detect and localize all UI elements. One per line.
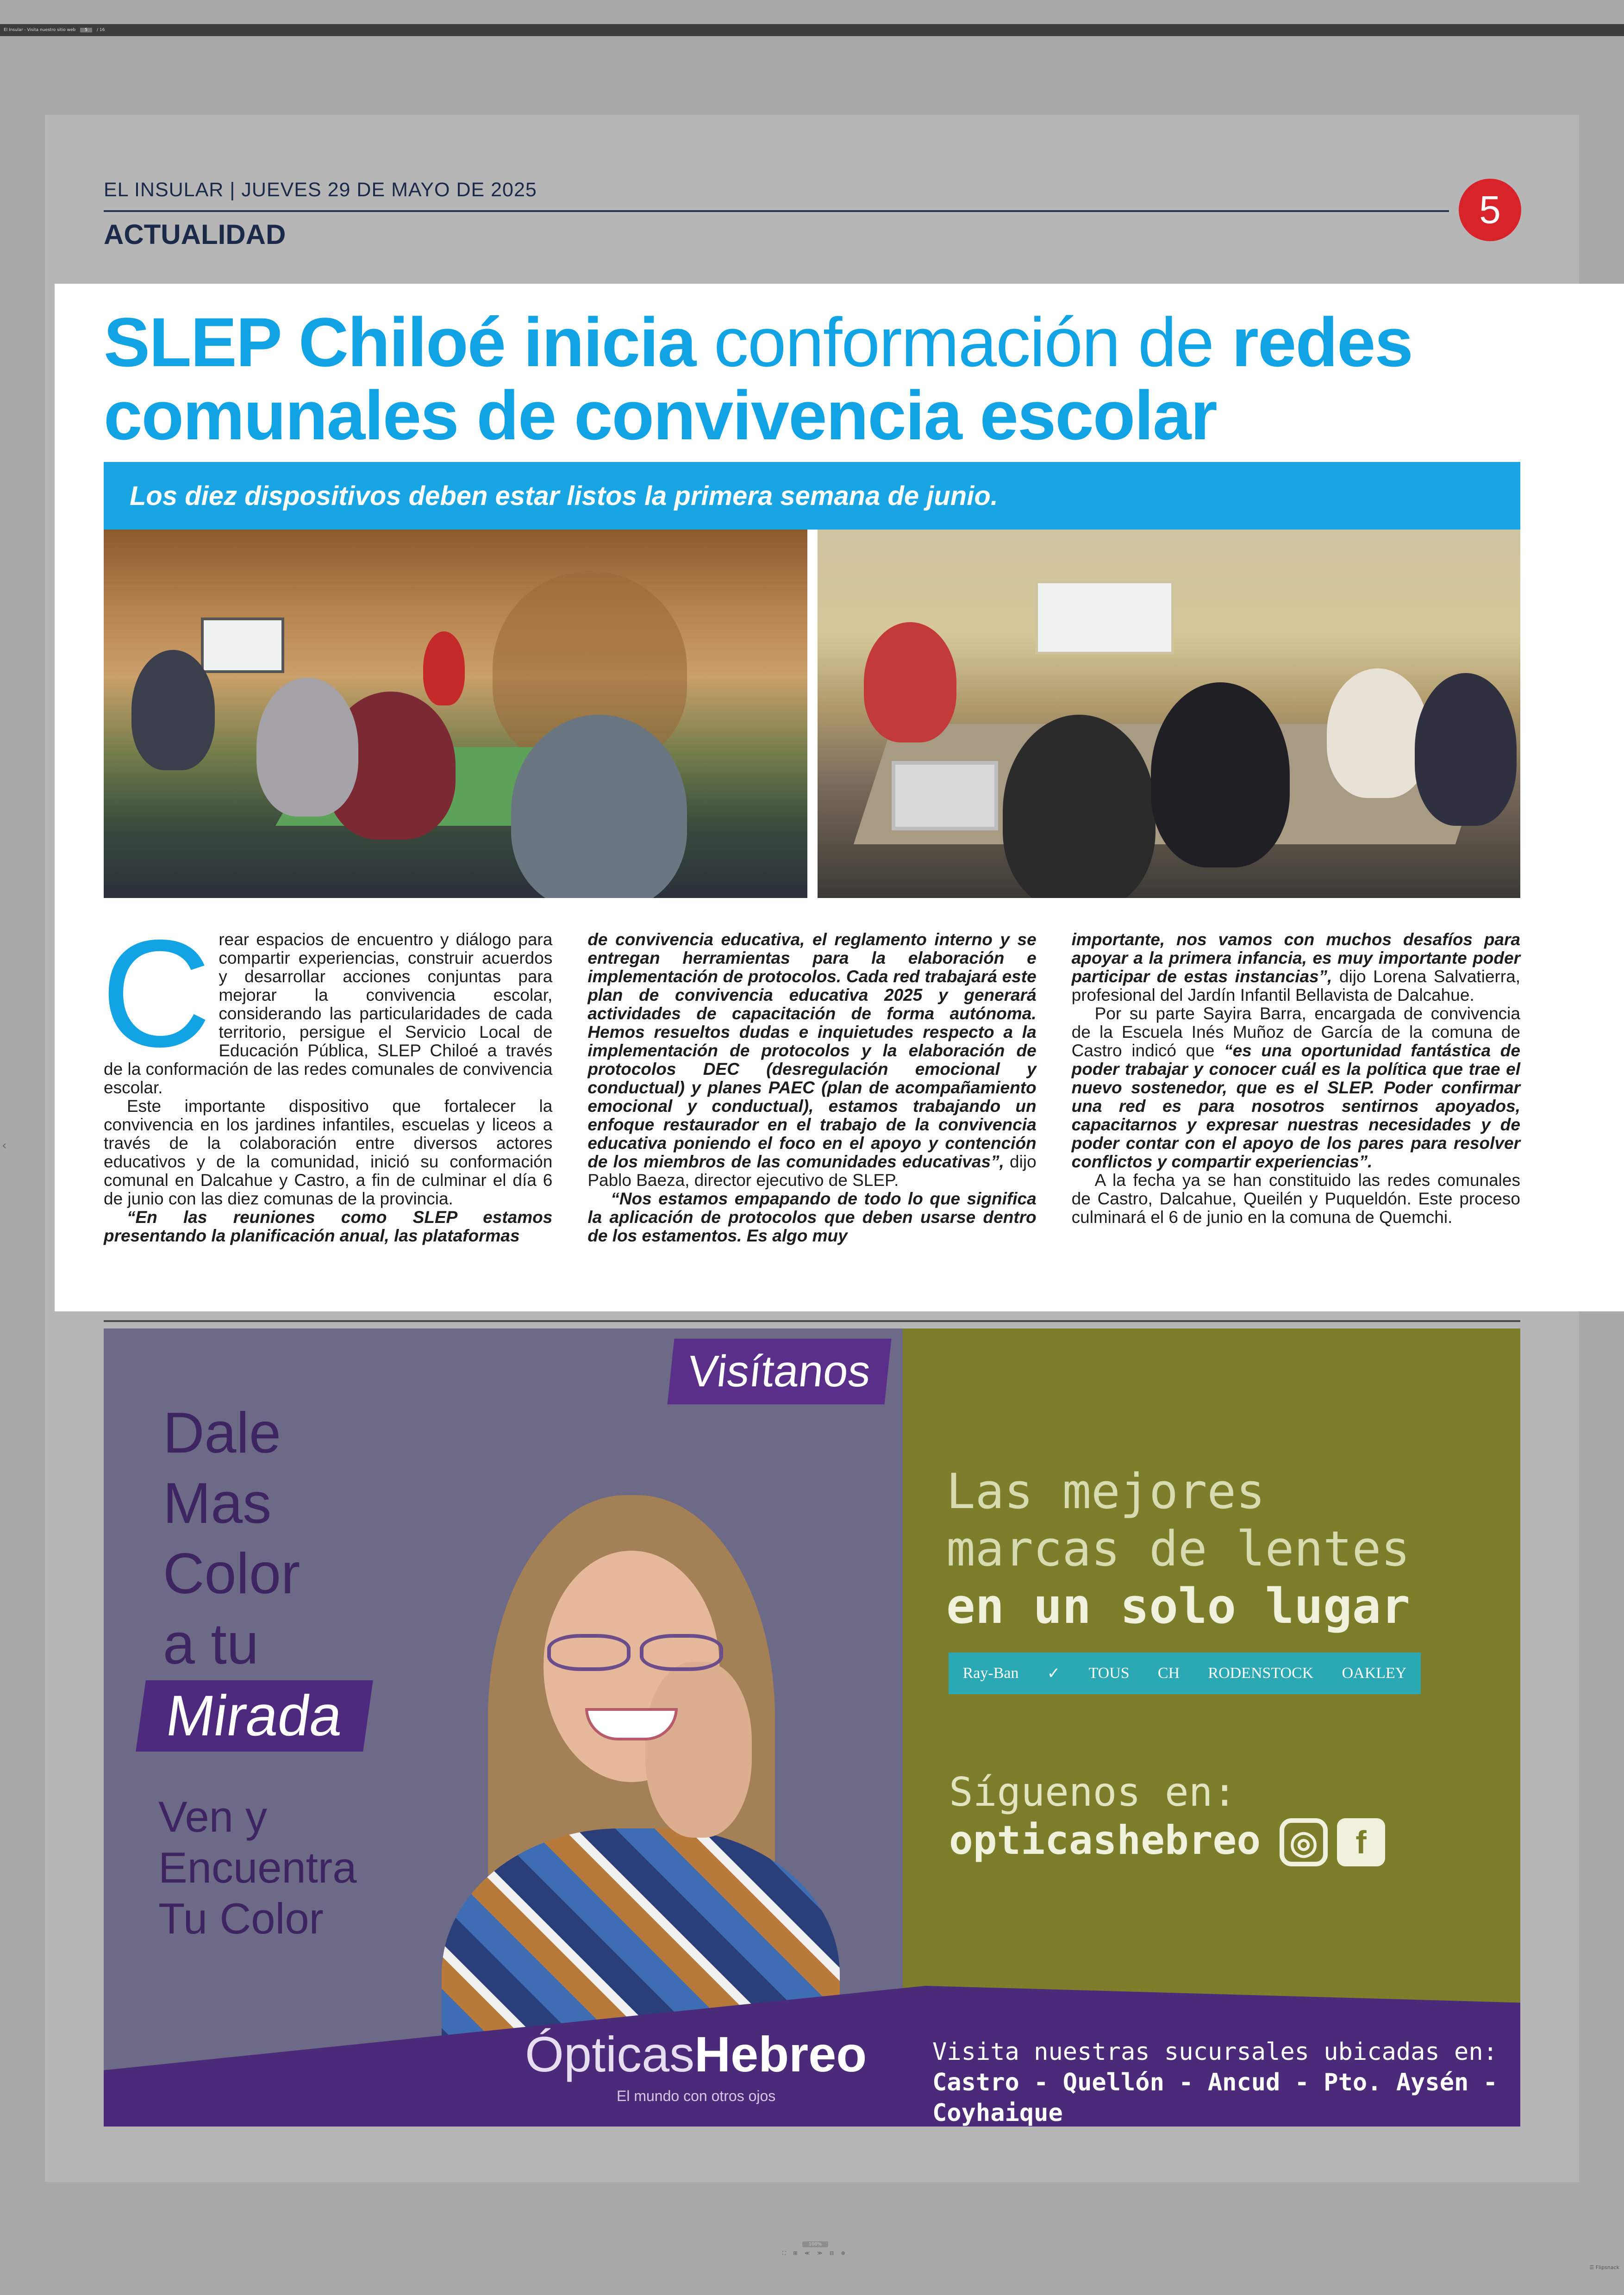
publication-date: EL INSULAR | JUEVES 29 DE MAYO DE 2025 — [104, 179, 537, 201]
viewer-menu-button[interactable]: ☰ Flipsnack — [1589, 2264, 1619, 2270]
page-indicator-input[interactable]: 5 — [80, 28, 92, 32]
article-column-3 — [1072, 930, 1520, 1245]
article-column-2 — [587, 930, 1036, 1245]
social-icons — [1280, 1818, 1385, 1866]
brand-logo: Ray-Ban — [962, 1665, 1019, 1682]
viewer-title: El Insular - Visita nuestro sitio web — [4, 28, 76, 32]
headline-bold-1: SLEP Chiloé inicia — [104, 303, 714, 381]
brand-logo: TOUS — [1088, 1665, 1130, 1682]
quote-text: de convivencia educativa, el reglamento interno y se entregan herramientas para la elaboración e implementación de protocolos. Cada red trabajará este plan de convivencia educativa 2025 y generará actividades de capacitación de forma autónoma. Hemos resueltos dudas e inquietudes respecto a la implementación de protocolos y la elaboración de protocolos DEC (desregulación emocional y conductual) y planes PAEC (plan de acompañamiento emocional y conductual), estamos trabajando un enfoque restaurador en el trabajo de la convivencia educativa poniendo el foco en el apoyo y contención de los miembros de las comunidades educativas”, — [587, 930, 1037, 1171]
section-title: ACTUALIDAD — [104, 219, 286, 250]
ad-secondary-slogan — [158, 1791, 357, 1944]
social-handle: opticashebreo — [949, 1817, 1261, 1864]
headline-light: conformación de — [713, 303, 1232, 381]
page-total: / 16 — [97, 28, 105, 32]
viewer-control-icons[interactable]: ⛶ ⊞ ≪ ≫ ⊟ ⊕ — [782, 2250, 848, 2256]
viewer-toolbar — [0, 24, 1624, 36]
viewer-bottom-controls — [782, 2241, 848, 2257]
article-photo-meeting — [818, 530, 1520, 898]
brand-logo: CH — [1157, 1665, 1180, 1682]
quote-paragraph: “Nos estamos empapando de todo lo que significa la aplicación de protocolos que deben usarse dentro de los estamentos. Es algo muy — [587, 1189, 1037, 1245]
ad-slogan-highlight: Mirada — [136, 1680, 373, 1752]
ad-visitanos-tag: Visítanos — [668, 1339, 892, 1404]
slogan-line: Tu Color — [158, 1894, 324, 1943]
glasses-icon — [547, 1634, 723, 1671]
quote-paragraph: “En las reuniones como SLEP estamos presentando la planificación anual, las plataformas — [104, 1208, 553, 1245]
attribution: dijo Pablo Baeza, director ejecutivo de SLEP. — [587, 1152, 1037, 1190]
quote-text: “es una oportunidad fantástica de poder trabajar y conocer cuál es la política que trae el nuevo sostenedor, que es el SLEP. Poder confirmar una red es para nosotros sentirnos apoyados, capacitarnos y expresar nuestras necesidades y de poder contar con el apoyo de los pares para resolver conflictos y compartir experiencias”. — [1071, 1041, 1520, 1171]
paragraph: rear espacios de encuentro y diálogo para compartir experiencias, construir acuerdos y desarrollar acciones conjuntas para mejorar la convivencia escolar, considerando las particularidades de cada territorio, persigue el Servicio Local de Educación Pública, SLEP Chiloé a través de la conformación de las redes comunales de convivencia escolar. — [104, 930, 553, 1097]
advertisement-opticas-hebreo — [104, 1328, 1520, 2127]
paragraph: A la fecha ya se han constituido las redes comunales de Castro, Dalcahue, Queilén y Puqueldón. Este proceso culminará el 6 de junio en la comuna de Quemchi. — [1071, 1171, 1520, 1227]
zoom-indicator[interactable]: 100% — [802, 2241, 829, 2247]
attribution: dijo Lorena Salvatierra, profesional del Jardín Infantil Bellavista de Dalcahue. — [1071, 967, 1520, 1004]
branches-label: Visita nuestras sucursales ubicadas en: — [932, 2038, 1498, 2066]
slogan-line: Ven y — [158, 1792, 268, 1841]
brand-logo: ✓ — [1047, 1665, 1061, 1682]
page-number-badge: 5 — [1459, 179, 1521, 241]
ad-slogan: Dale Mas Color a tu — [163, 1401, 300, 1676]
brand-logo: RODENSTOCK — [1208, 1665, 1314, 1682]
ad-brand-logo — [525, 2025, 867, 2083]
ad-social-follow — [949, 1768, 1261, 1865]
instagram-icon: ◎ — [1280, 1818, 1328, 1866]
claim-line: Las mejores — [946, 1463, 1265, 1520]
article-subheadline: Los diez dispositivos deben estar listos la primera semana de junio. — [104, 462, 1520, 530]
paragraph — [587, 930, 1036, 1190]
brand-light: Ópticas — [525, 2026, 695, 2082]
prev-page-button[interactable]: ‹ — [2, 1139, 7, 1153]
paragraph-intro: Por su parte Sayira Barra, encargada de convivencia de la Escuela Inés Muñoz de García de la comuna de Castro indicó que — [1071, 1004, 1520, 1060]
article-headline — [104, 303, 1525, 454]
ad-brand-tagline: El mundo con otros ojos — [617, 2088, 776, 2104]
article-photo-classroom — [104, 530, 807, 898]
brand-bold: Hebreo — [694, 2026, 867, 2082]
headline-bold-2: redes comunales de convivencia escolar — [104, 303, 1412, 454]
facebook-icon: f — [1337, 1818, 1385, 1866]
follow-label: Síguenos en: — [949, 1769, 1237, 1815]
header-divider — [104, 210, 1449, 212]
ad-branches — [932, 2037, 1520, 2127]
article-body — [101, 908, 1520, 1245]
paragraph — [1072, 930, 1520, 1004]
claim-line: en un solo lugar — [946, 1578, 1410, 1634]
claim-line: marcas de lentes — [946, 1521, 1410, 1577]
quote-text: importante, nos vamos con muchos desafíos para apoyar a la primera infancia, es muy importante poder participar de estas instancias”, — [1071, 930, 1520, 986]
dropcap: C — [101, 908, 212, 1079]
branches-cities: Castro - Quellón - Ancud - Pto. Aysén - Coyhaique — [932, 2069, 1498, 2127]
brand-logos-strip — [949, 1653, 1421, 1694]
slogan-line: Encuentra — [158, 1843, 357, 1892]
ad-brands-claim — [946, 1463, 1410, 1635]
ad-divider — [104, 1320, 1520, 1322]
paragraph: Este importante dispositivo que fortalecer la convivencia en los jardines infantiles, escuelas y liceos a través de la colaboración entre diversos actores educativos y de la comunidad, inició su conformación comunal en Dalcahue y Castro, a fin de culminar el día 6 de junio con las diez comunas de la provincia. — [104, 1097, 553, 1208]
brand-logo: OAKLEY — [1342, 1665, 1407, 1682]
article-column-1 — [101, 908, 553, 1245]
paragraph — [1072, 1004, 1520, 1171]
